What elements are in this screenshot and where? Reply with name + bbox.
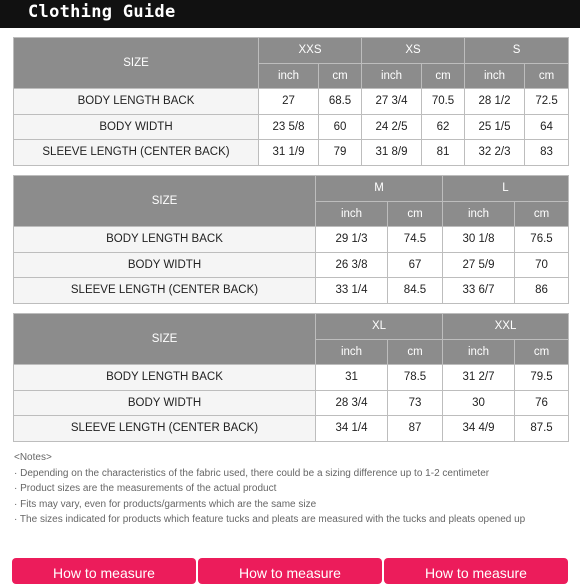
- table-cell: 29 1/3: [316, 227, 388, 253]
- table-cell: 25 1/5: [465, 114, 525, 140]
- unit-inch-header: inch: [259, 63, 319, 89]
- table-row: [14, 114, 569, 140]
- table-row: [14, 89, 569, 115]
- table-cell: 87: [388, 416, 443, 442]
- table-cell: 27 5/9: [443, 252, 515, 278]
- unit-inch-header: inch: [443, 201, 515, 227]
- table-cell: 72.5: [525, 89, 569, 115]
- table-cell: 27: [259, 89, 319, 115]
- table-cell: 67: [388, 252, 443, 278]
- table-cell: 73: [388, 390, 443, 416]
- table-cell: 24 2/5: [362, 114, 422, 140]
- table-cell: 27 3/4: [362, 89, 422, 115]
- table-cell: 32 2/3: [465, 140, 525, 166]
- size-header: SIZE: [14, 176, 316, 227]
- unit-inch-header: inch: [362, 63, 422, 89]
- table-cell: 34 1/4: [316, 416, 388, 442]
- row-label: SLEEVE LENGTH (CENTER BACK): [14, 416, 316, 442]
- table-cell: 33 1/4: [316, 278, 388, 304]
- table-cell: 31: [316, 365, 388, 391]
- table-cell: 60: [319, 114, 362, 140]
- row-label: BODY WIDTH: [14, 390, 316, 416]
- size-header: SIZE: [14, 314, 316, 365]
- size-xxs-header: XXS: [259, 38, 362, 64]
- table-row: [14, 278, 569, 304]
- row-label: SLEEVE LENGTH (CENTER BACK): [14, 140, 259, 166]
- page-title: Clothing Guide: [28, 2, 176, 22]
- table-cell: 79: [319, 140, 362, 166]
- table-cell: 81: [422, 140, 465, 166]
- table-cell: 62: [422, 114, 465, 140]
- unit-cm-header: cm: [525, 63, 569, 89]
- size-table-m-l: [13, 175, 569, 304]
- row-label: BODY LENGTH BACK: [14, 365, 316, 391]
- how-to-measure-button[interactable]: How to measure: [198, 558, 382, 584]
- row-label: BODY WIDTH: [14, 252, 316, 278]
- unit-inch-header: inch: [465, 63, 525, 89]
- size-l-header: L: [443, 176, 569, 202]
- row-label: SLEEVE LENGTH (CENTER BACK): [14, 278, 316, 304]
- table-cell: 78.5: [388, 365, 443, 391]
- table-cell: 30 1/8: [443, 227, 515, 253]
- note-item: · The sizes indicated for products which feature tucks and pleats are measured with the tucks and pleats opened up: [14, 514, 526, 525]
- size-m-header: M: [316, 176, 443, 202]
- table-row: [14, 390, 569, 416]
- table-row: [14, 252, 569, 278]
- note-item: · Fits may vary, even for products/garments which are the same size: [14, 498, 317, 510]
- size-table-xxs-s: [13, 37, 569, 166]
- unit-inch-header: inch: [443, 339, 515, 365]
- table-row: [14, 140, 569, 166]
- unit-inch-header: inch: [316, 339, 388, 365]
- row-label: BODY LENGTH BACK: [14, 89, 259, 115]
- table-cell: 26 3/8: [316, 252, 388, 278]
- table-cell: 28 1/2: [465, 89, 525, 115]
- note-item: · Product sizes are the measurements of the actual product: [14, 483, 277, 494]
- size-xs-header: XS: [362, 38, 465, 64]
- table-cell: 84.5: [388, 278, 443, 304]
- table-cell: 83: [525, 140, 569, 166]
- unit-cm-header: cm: [422, 63, 465, 89]
- how-to-measure-button[interactable]: How to measure: [384, 558, 568, 584]
- unit-cm-header: cm: [515, 339, 569, 365]
- unit-cm-header: cm: [388, 339, 443, 365]
- size-xxl-header: XXL: [443, 314, 569, 340]
- table-row: [14, 416, 569, 442]
- table-cell: 87.5: [515, 416, 569, 442]
- notes-heading: <Notes>: [14, 452, 52, 463]
- unit-cm-header: cm: [388, 201, 443, 227]
- notes-section: [14, 450, 574, 528]
- size-table-xl-xxl: [13, 313, 569, 442]
- row-label: BODY WIDTH: [14, 114, 259, 140]
- size-s-header: S: [465, 38, 569, 64]
- size-xl-header: XL: [316, 314, 443, 340]
- unit-inch-header: inch: [316, 201, 388, 227]
- table-cell: 76.5: [515, 227, 569, 253]
- table-row: [14, 227, 569, 253]
- table-cell: 31 2/7: [443, 365, 515, 391]
- table-cell: 74.5: [388, 227, 443, 253]
- row-label: BODY LENGTH BACK: [14, 227, 316, 253]
- table-row: [14, 365, 569, 391]
- table-cell: 64: [525, 114, 569, 140]
- table-cell: 86: [515, 278, 569, 304]
- table-cell: 31 1/9: [259, 140, 319, 166]
- table-cell: 79.5: [515, 365, 569, 391]
- table-cell: 68.5: [319, 89, 362, 115]
- note-item: · Depending on the characteristics of the fabric used, there could be a sizing difference up to 1-2 centimeter: [14, 467, 490, 479]
- how-to-measure-button[interactable]: How to measure: [12, 558, 196, 584]
- table-cell: 23 5/8: [259, 114, 319, 140]
- unit-cm-header: cm: [515, 201, 569, 227]
- table-cell: 28 3/4: [316, 390, 388, 416]
- table-cell: 33 6/7: [443, 278, 515, 304]
- header-bar: [0, 0, 580, 28]
- table-cell: 31 8/9: [362, 140, 422, 166]
- unit-cm-header: cm: [319, 63, 362, 89]
- table-cell: 76: [515, 390, 569, 416]
- size-header: SIZE: [14, 38, 259, 89]
- table-cell: 70.5: [422, 89, 465, 115]
- table-cell: 30: [443, 390, 515, 416]
- table-cell: 34 4/9: [443, 416, 515, 442]
- table-cell: 70: [515, 252, 569, 278]
